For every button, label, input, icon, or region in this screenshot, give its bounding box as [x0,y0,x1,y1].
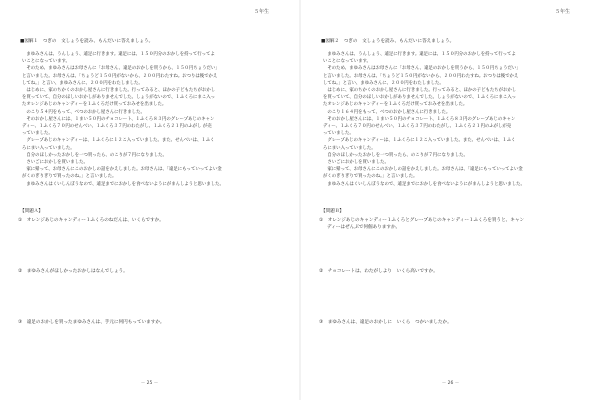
passage-line: してね。」と言い、まゆみさんに、２００円をわたしました。 [22,80,143,86]
question-2: ② まゆみさんがほしかったおかしはなんでしょう。 [18,268,128,274]
passage-line: を買っていて、自分のほしいおかしがありませんでした。しょうがないので、１ふくろにまこ入っ [22,95,216,101]
question-1: ① オレンジあじのキャンディー１ふくろとグレープあじのキャンディー１ふくろを買うと、キャン [319,217,525,223]
passage-line: と言いました。お母さんは、「ちょうど１５０円がないから、２００円わたすね。おつりは後でかえ [323,73,519,79]
passage-line: さいごにおかしを買いました。 [327,160,389,166]
passage-line: そのため、まゆみさんはお母さんに「お母さん、遠足のおかしを買うから、１５０円ちょうだい」 [26,66,220,72]
reading-passage [323,51,582,188]
passage-line: ディー、１ふくろ７０円のせんべい、１ふくろ３７円のわたがし、１ふくろ２１円のふがしが売 [323,124,512,130]
passage-line: そのおかし屋さんには、１まい５０円のチョコレート、１ふくろ８３円のグレープあじのキャン [26,116,215,122]
passage-line: がくのぎりぎりで買ったのね。」と言いました。 [22,174,117,180]
passage-line: グレープあじのキャンディーは、１ふくろに１２こ入っていました。また、せんべいは、１ふく [26,138,215,144]
passage-line: はじめに、家のちかくのおかし屋さんに行きました。行ってみると、ほかの子どもたちがおかし [26,88,216,94]
passage-line: を買っていて、自分のほしいおかしがありませんでした。しょうがないので、１ふくろにまこ入っ [323,95,517,101]
problem-heading: ■図解１ つぎの 文しょうを読み、もんだいに答えましょう。 [20,39,154,44]
passage-line: 自分のほしかったおかしを一つ買ったら、のこりが７円になりました。 [327,152,468,158]
right-page [301,0,600,400]
passage-line: ろにまい入っていました。 [22,145,75,151]
passage-line: そのため、まゆみさんはお母さんに「お母さん、遠足のおかしを買うから、１５０円ちょうだい」 [327,66,521,72]
passage-line: まゆみさんは、うんしょう、遠足に行きます。遠足には、１５０円分のおかしを持って行ってよ [327,52,516,57]
passage-line: まゆみさんはくいしんぼうなので、遠足までにおかしを食べないようにがまんしようと思いました。 [327,181,525,187]
question-3: ③ 遠足のおかしを買ったまゆみさんは、手元に何円もっていますか。 [18,319,165,325]
passage-line: 家に帰って、お母さんにこのおかしの話をかえしました。お母さんは、「遠足にもっていってよい金 [327,167,523,173]
passage-line: ディー、１ふくろ７０円のせんべい、１ふくろ３７円のわたがし、１ふくろ２１円のふがし が売 [22,124,212,130]
passage-line: のこり１６４円をもって、べつのおかし屋さんに行きました。 [327,109,451,115]
question-3: ③ まゆみさんは、遠足のおかしに いくら つかいましたか。 [319,319,452,325]
question-2: ② チョコレートは、わたがしより いくら高いですか。 [319,268,438,274]
passage-line: さいごにおかしを買いました。 [26,160,88,166]
reading-passage [22,51,281,188]
passage-line: いことになっています。 [323,59,371,65]
passage-line: と言いました。お母さんは、「ちょうど１５０円がないから、２００円わたすね。おつりは後でかえ [22,73,218,79]
passage-line: っていました。 [22,131,53,137]
passage-line: たオレンジあじのキャンディーを１ふくろだけ買っておみせを出ました。 [323,102,468,108]
passage-line: のこり５４円をもって、べつのおかし屋さんに行きました。 [26,109,145,115]
passage-line: グレープあじのキャンディーは、１ふくろに１２こ入っていました。また、せんべいは、１ふく [327,138,516,144]
passage-line: はじめに、家のちかくのおかし屋さんに行きました。行ってみると、ほかの子どもたちがおかし [327,88,517,94]
passage-line: ろにまい入っていました。 [323,145,376,151]
passage-line: がくのぎりぎりで買ったのね。」と言いました。 [323,174,418,180]
passage-line: いことになっています。 [22,59,70,65]
grade-label: ５年生 [554,9,570,15]
questions-header: 【問題Ａ】 [20,208,43,214]
page-number: － 25 － [140,381,159,386]
passage-line: まゆみさんは、うんしょう、遠足に行きます。遠足には、１５０円分のおかしを持って行ってよ [26,52,215,57]
passage-line: まゆみさんはくいしんぼうなので、遠足までにおかしを食べないようにがまんしようと思いました。 [26,181,224,187]
question-1: ① オレンジあじのキャンディー１ふくろのねだんは、いくらですか。 [18,217,164,223]
passage-line: っていました。 [323,131,354,137]
passage-line: たオレンジあじのキャンディーを１ふくろだけ買っておみせを出ました。 [22,102,167,108]
grade-label: ５年生 [253,9,269,15]
question-1-continued: ディーはぜんぶで何個ありますか。 [327,224,401,230]
passage-line: 自分のほしかったおかしを一つ買ったら、のこりが７円になりました。 [26,152,167,158]
passage-line: してね。」と言い、まゆみさんに、２００円をわたしました。 [323,80,444,86]
page-number: － 26 － [441,381,460,386]
passage-line: 家に帰って、お母さんにこのおかしの話をかえしました。お母さんは、「遠足にもっていってよい金 [26,167,222,173]
problem-heading: ■図解２ つぎの 文しょうを読み、もんだいに答えましょう。 [321,39,455,44]
passage-line: そのおかし屋さんには、１まい５０円のチョコレート、１ふくろ８３円のグレープあじのキャン [327,116,516,122]
left-page [0,0,299,400]
questions-header: 【問題Ｂ】 [321,208,344,214]
